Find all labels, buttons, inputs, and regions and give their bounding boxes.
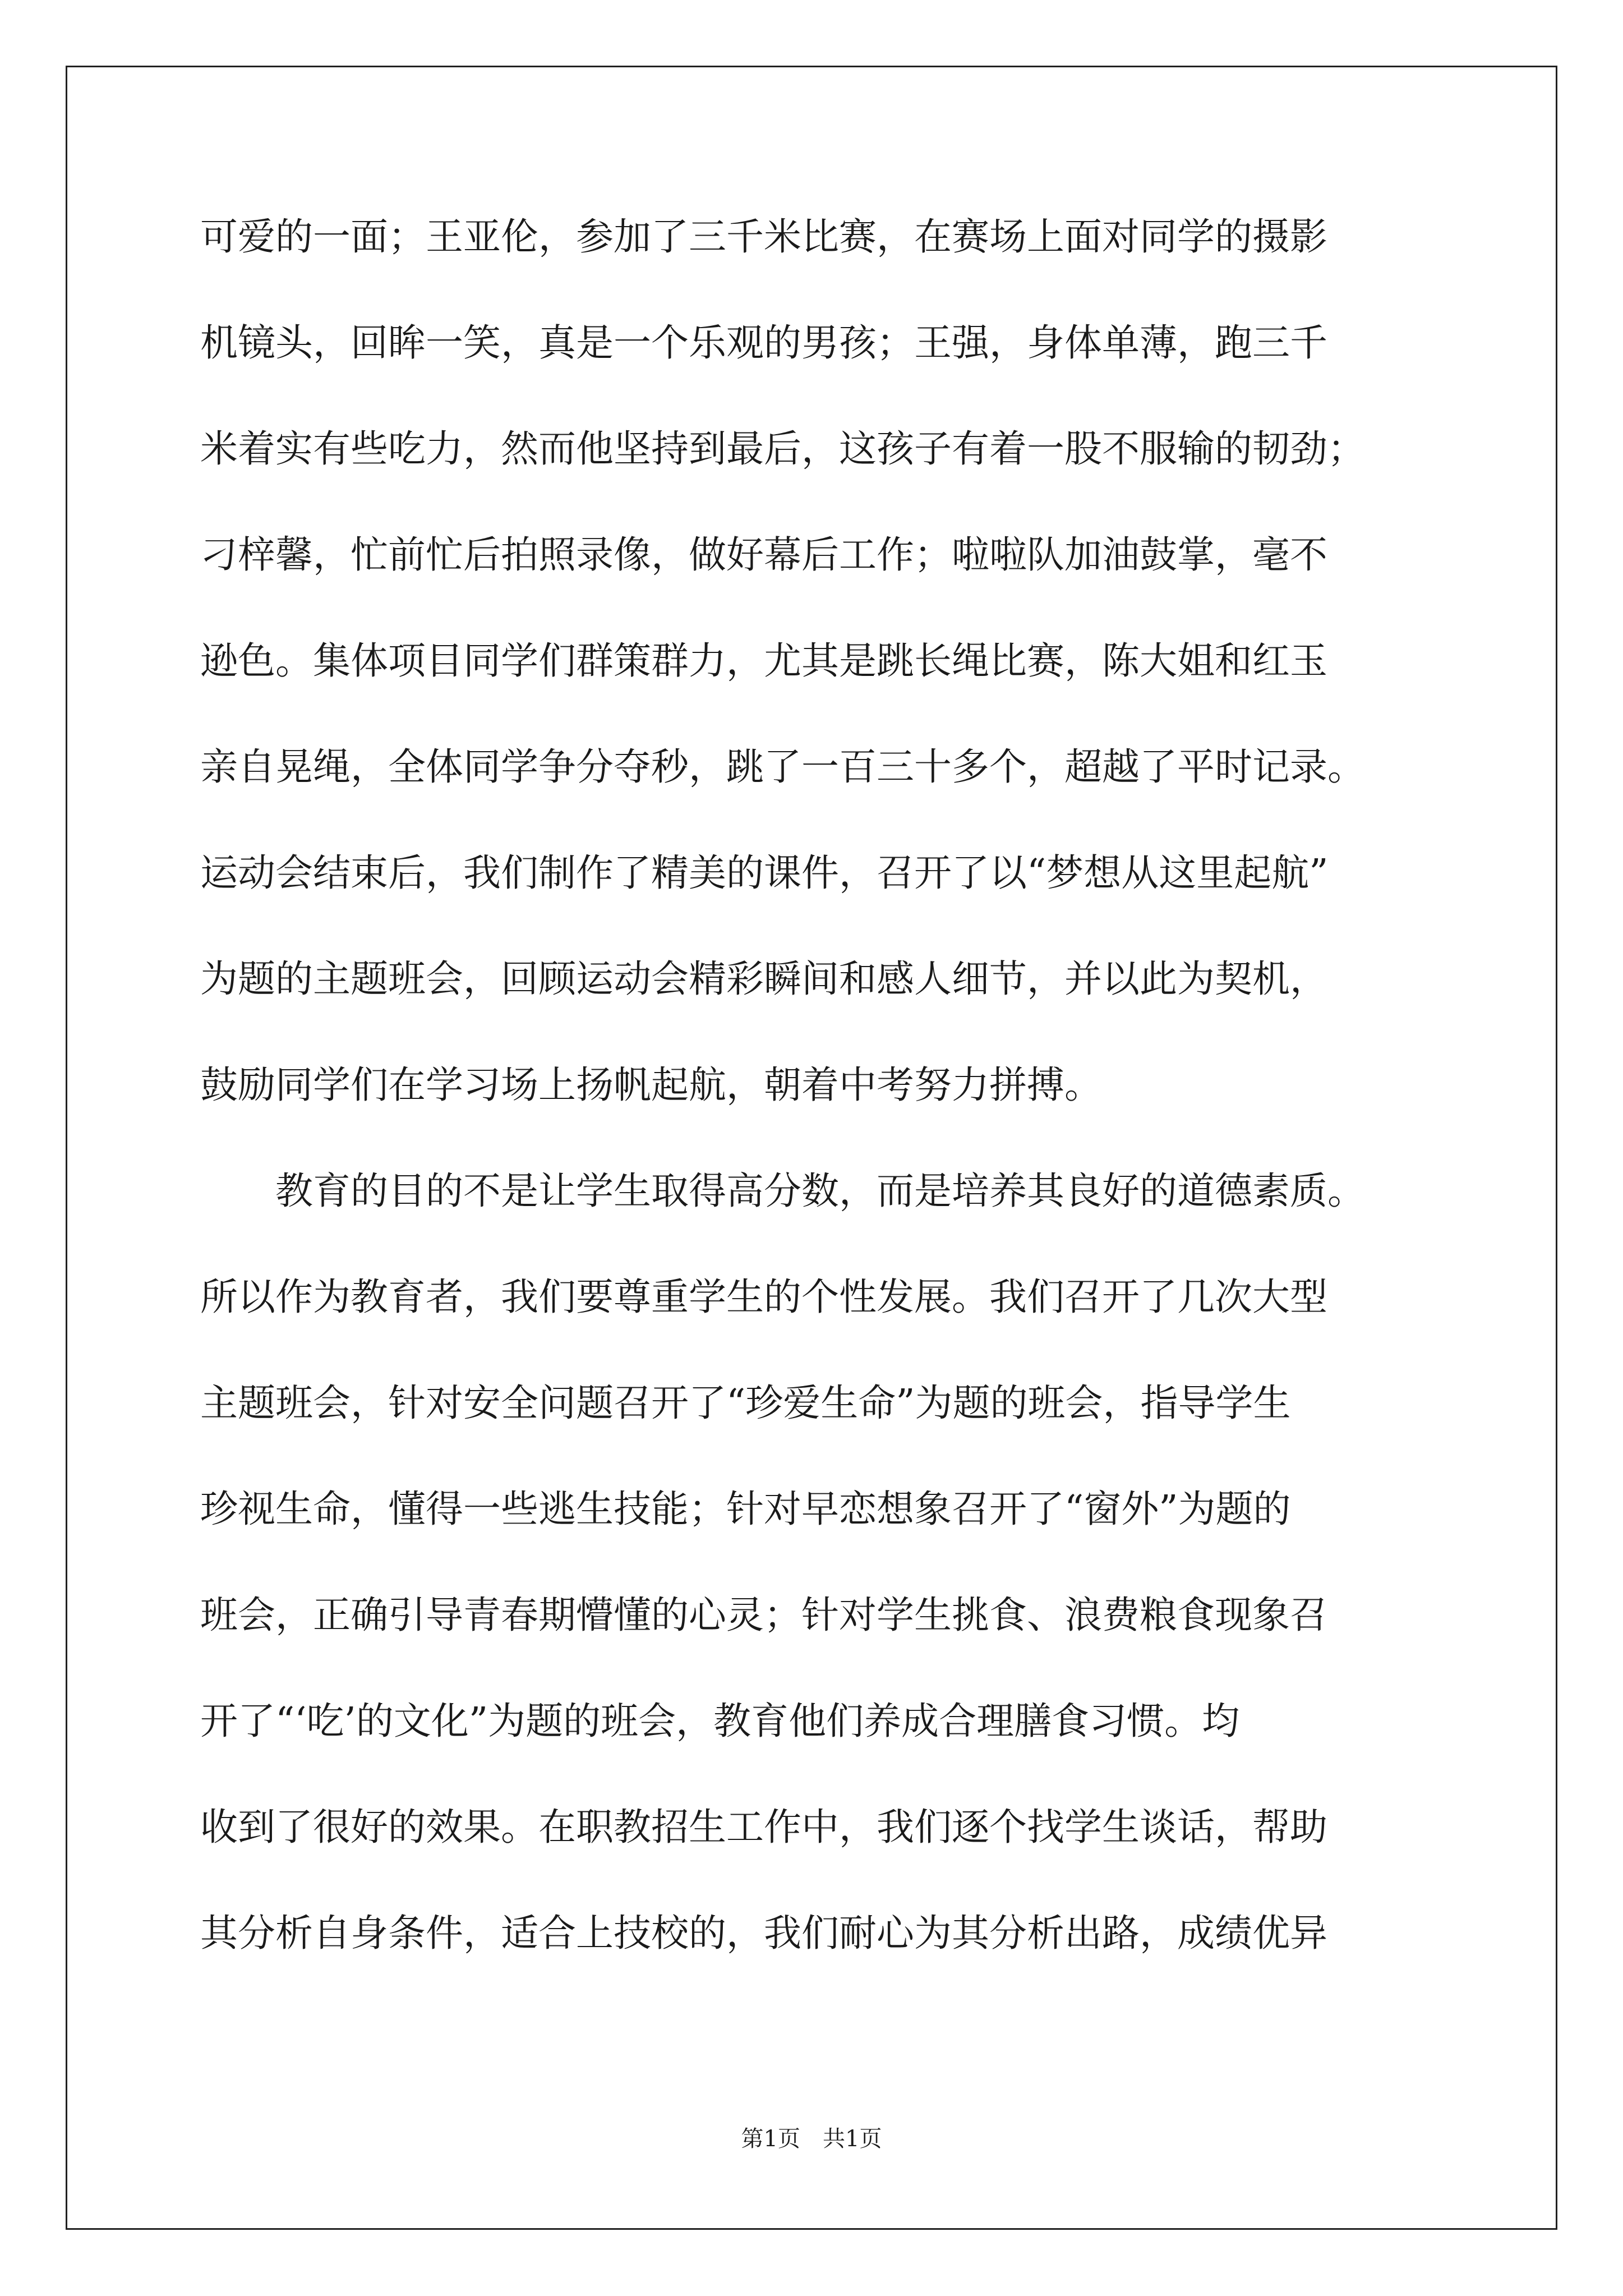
text-line: 亲自晃绳，全体同学争分夺秒，跳了一百三十多个，超越了平时记录。 bbox=[200, 745, 1365, 789]
text-line: 运动会结束后，我们制作了精美的课件，召开了以“梦想从这里起航” bbox=[200, 851, 1329, 895]
text-line: 机镜头，回眸一笑，真是一个乐观的男孩；王强，身体单薄，跑三千 bbox=[200, 321, 1327, 365]
text-line: 其分析自身条件，适合上技校的，我们耐心为其分析出路，成绩优异 bbox=[200, 1911, 1327, 1955]
document-body bbox=[200, 209, 1428, 2011]
text-line: 刁梓馨，忙前忙后拍照录像，做好幕后工作；啦啦队加油鼓掌，毫不 bbox=[200, 533, 1327, 577]
paragraph-start-line: 教育的目的不是让学生取得高分数，而是培养其良好的道德素质。 bbox=[275, 1169, 1365, 1213]
text-line: 所以作为教育者，我们要尊重学生的个性发展。我们召开了几次大型 bbox=[200, 1275, 1327, 1319]
text-line: 米着实有些吃力，然而他坚持到最后，这孩子有着一股不服输的韧劲； bbox=[200, 427, 1365, 471]
page-total: 共1页 bbox=[823, 2126, 882, 2152]
text-line: 班会，正确引导青春期懵懂的心灵；针对学生挑食、浪费粮食现象召 bbox=[200, 1593, 1327, 1637]
text-line: 珍视生命，懂得一些逃生技能；针对早恋想象召开了“窗外”为题的 bbox=[200, 1487, 1291, 1531]
text-line: 鼓励同学们在学习场上扬帆起航，朝着中考努力拼搏。 bbox=[200, 1063, 1102, 1107]
text-line: 逊色。集体项目同学们群策群力，尤其是跳长绳比赛，陈大姐和红玉 bbox=[200, 639, 1327, 683]
page-footer bbox=[0, 2125, 1623, 2153]
page-number: 第1页 bbox=[741, 2126, 800, 2152]
text-line: 可爱的一面；王亚伦，参加了三千米比赛，在赛场上面对同学的摄影 bbox=[200, 215, 1327, 259]
text-line: 主题班会，针对安全问题召开了“珍爱生命”为题的班会，指导学生 bbox=[200, 1381, 1291, 1425]
text-line: 收到了很好的效果。在职教招生工作中，我们逐个找学生谈话，帮助 bbox=[200, 1805, 1327, 1849]
text-line: 为题的主题班会，回顾运动会精彩瞬间和感人细节，并以此为契机， bbox=[200, 957, 1327, 1001]
text-line: 开了“‘吃’的文化”为题的班会，教育他们养成合理膳食习惯。均 bbox=[200, 1699, 1240, 1743]
